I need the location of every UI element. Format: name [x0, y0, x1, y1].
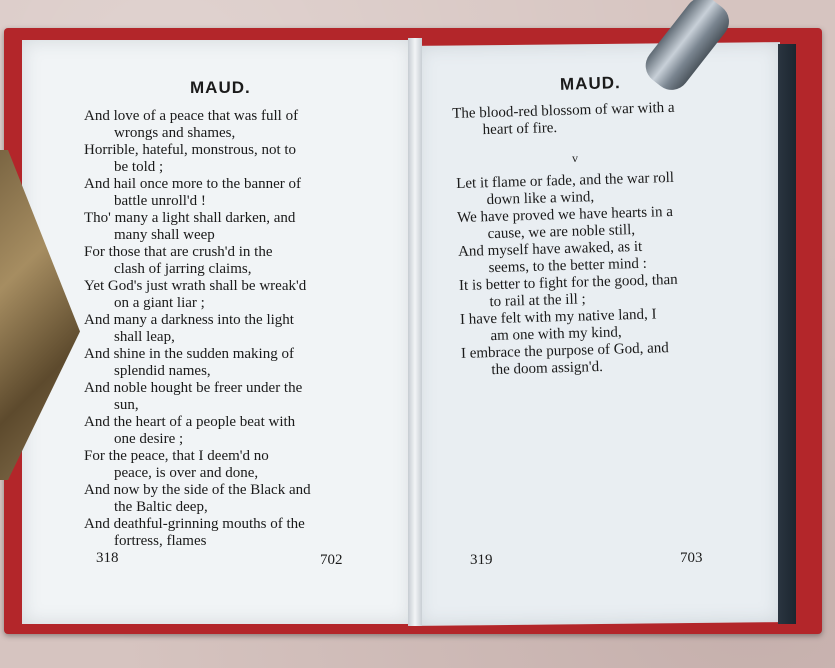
verse-continuation: clash of jarring claims, — [114, 261, 252, 277]
verse-line — [84, 108, 380, 142]
right-page-edge — [778, 44, 796, 624]
verse-text: It is better to fight for the good, than — [458, 271, 678, 294]
verse-line — [84, 312, 380, 346]
verse-continuation: on a giant liar ; — [114, 295, 205, 311]
left-page-header: MAUD. — [190, 78, 251, 97]
verse-line — [84, 278, 380, 312]
verse-continuation: seems, to the better mind : — [488, 255, 648, 277]
verse-line — [84, 176, 380, 210]
book-gutter — [408, 38, 422, 626]
verse-text: Yet God's just wrath shall be wreak'd — [84, 278, 307, 294]
verse-line — [84, 414, 380, 448]
verse-continuation: shall leap, — [114, 329, 175, 345]
verse-text: For those that are crush'd in the — [84, 244, 273, 260]
right-verse-list — [456, 168, 752, 380]
verse-continuation: one desire ; — [114, 431, 184, 447]
left-verse-list — [84, 108, 380, 550]
verse-continuation: fortress, flames — [114, 533, 207, 549]
verse-continuation: be told ; — [114, 159, 164, 175]
verse-continuation: to rail at the ill ; — [489, 291, 586, 311]
verse-continuation: cause, we are noble still, — [487, 222, 636, 243]
verse-text: And many a darkness into the light — [84, 312, 294, 328]
verse-text: We have proved we have hearts in a — [456, 203, 674, 226]
verse-text: And noble hought be freer under the — [84, 380, 303, 396]
right-page-number: 319 — [470, 552, 493, 568]
verse-line: The blood-red blossom of war with a heart of fire. — [452, 99, 675, 139]
verse-text: And love of a peace that was full of — [84, 108, 299, 124]
verse-line — [84, 346, 380, 380]
verse-text: Horrible, hateful, monstrous, not to — [84, 142, 297, 158]
verse-text: And hail once more to the banner of — [84, 176, 302, 192]
verse-text: And deathful-grinning mouths of the — [84, 516, 305, 532]
verse-line — [84, 482, 380, 516]
verse-continuation: am one with my kind, — [490, 324, 622, 345]
verse-text: For the peace, that I deem'd no — [84, 448, 269, 464]
verse-line — [84, 210, 380, 244]
verse-continuation: the doom assign'd. — [491, 358, 604, 379]
verse-continuation: peace, is over and done, — [114, 465, 259, 481]
verse-continuation: wrongs and shames, — [114, 125, 236, 141]
right-page-header: MAUD. — [559, 73, 621, 94]
verse-line — [84, 380, 380, 414]
verse-text: Let it flame or fade, and the war roll — [456, 169, 675, 192]
verse-line — [84, 244, 380, 278]
verse-text: And myself have awaked, as it — [457, 238, 643, 260]
left-page-secondary-number: 702 — [320, 552, 343, 568]
verse-line — [84, 516, 380, 550]
right-page-secondary-number: 703 — [680, 550, 703, 566]
verse-continuation: down like a wind, — [486, 189, 595, 209]
verse-text: And now by the side of the Black and — [84, 482, 311, 498]
left-page-number: 318 — [96, 550, 119, 566]
verse-continuation: sun, — [114, 397, 139, 413]
verse-text: And shine in the sudden making of — [84, 346, 294, 362]
verse-text: I embrace the purpose of God, and — [460, 340, 669, 362]
verse-continuation: many shall weep — [114, 227, 215, 243]
verse-line — [84, 448, 380, 482]
section-number: v — [572, 151, 578, 165]
verse-line — [84, 142, 380, 176]
verse-text: And the heart of a people beat with — [84, 414, 296, 430]
verse-text: I have felt with my native land, I — [459, 306, 657, 328]
verse-continuation: the Baltic deep, — [114, 499, 208, 515]
verse-text: Tho' many a light shall darken, and — [84, 210, 296, 226]
verse-continuation: battle unroll'd ! — [114, 193, 206, 209]
verse-continuation: splendid names, — [114, 363, 211, 379]
